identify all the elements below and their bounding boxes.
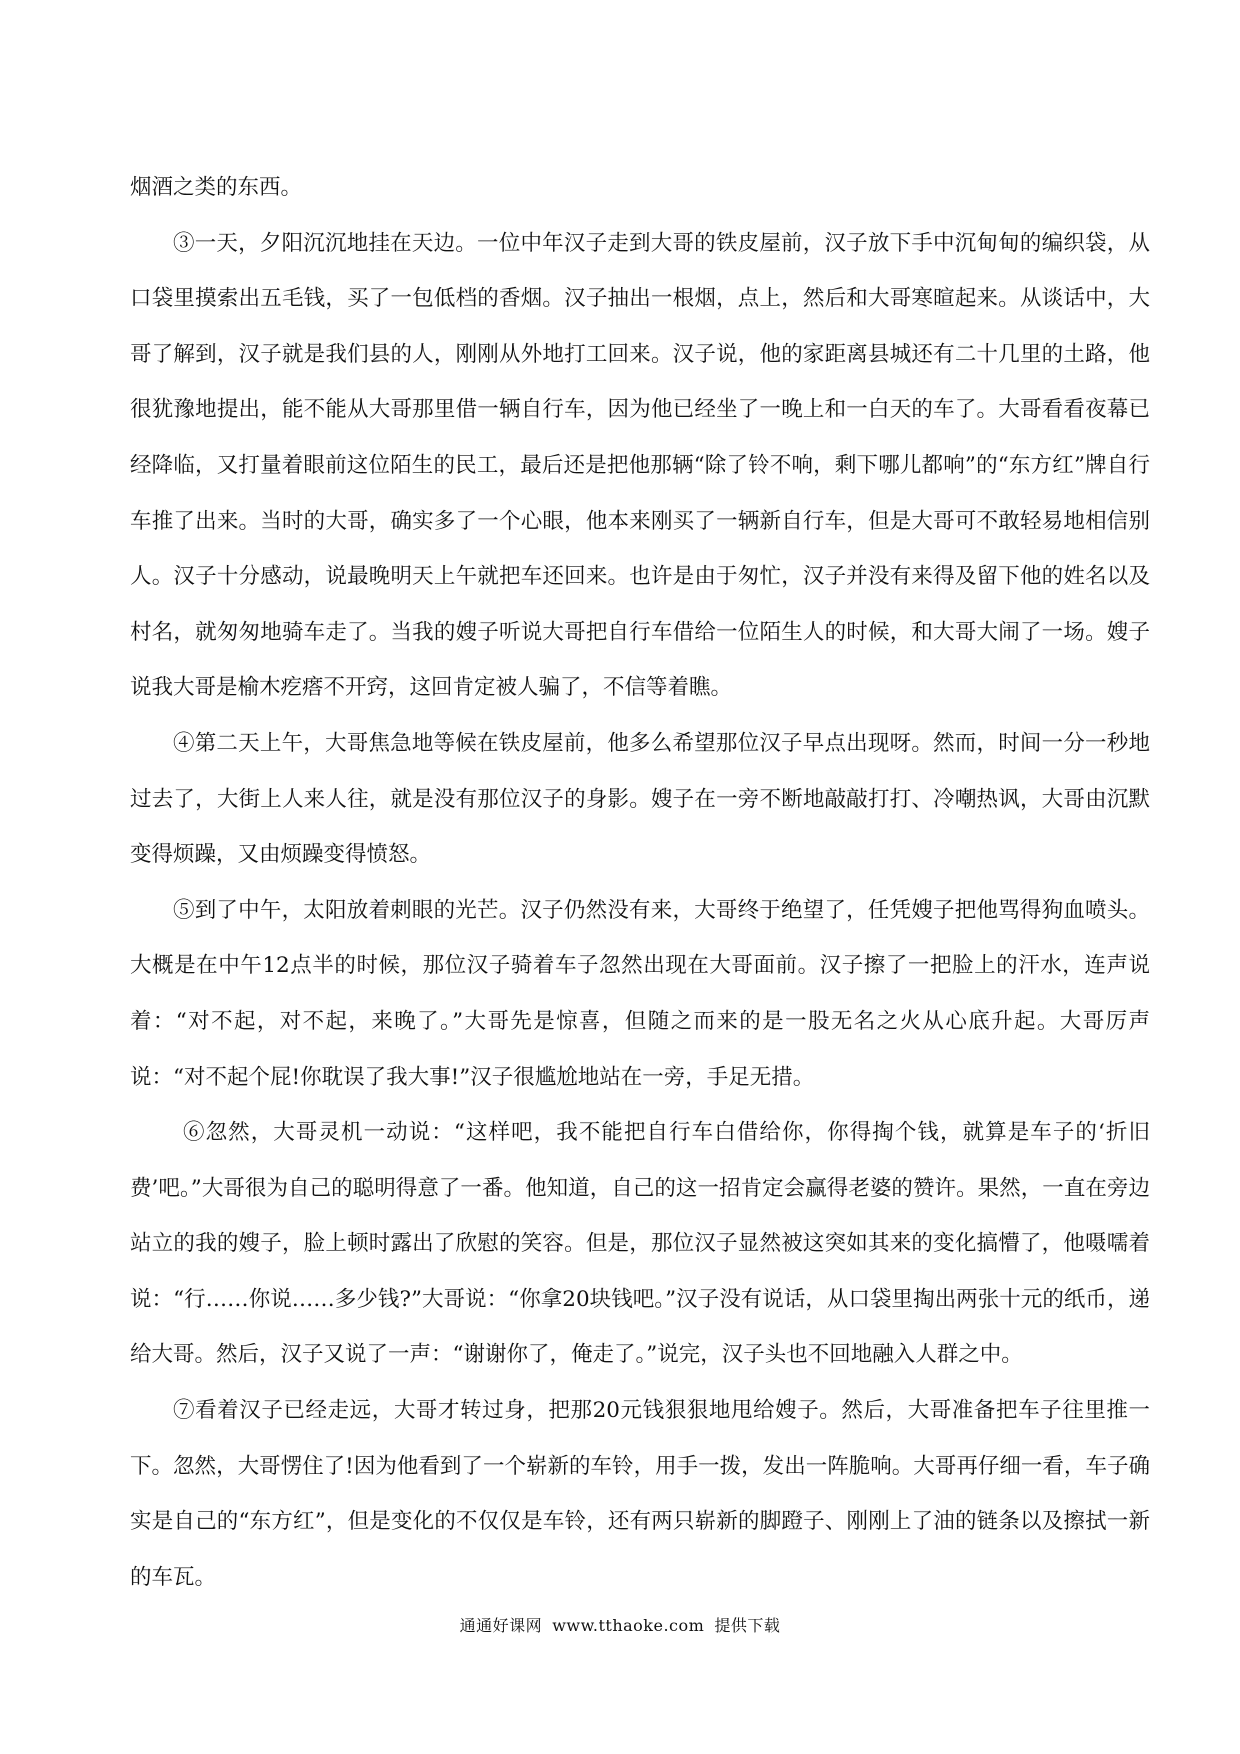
paragraph-7: ⑦看着汉子已经走远，大哥才转过身，把那20元钱狠狠地甩给嫂子。然后，大哥准备把车子往里推一下。忽然，大哥愣住了!因为他看到了一个崭新的车铃，用手一拨，发出一阵脆响。大哥再仔细一看，车子确实是自己的“东方红”，但是变化的不仅仅是车铃，还有两只崭新的脚蹬子、刚刚上了油的链条以及擦拭一新的车瓦。: [130, 1398, 1150, 1590]
article-body: [130, 160, 1150, 1605]
footer-site-name: 通通好课网: [459, 1616, 543, 1635]
footer-url: www.tthaoke.com: [552, 1616, 705, 1635]
footer-suffix: 提供下载: [714, 1616, 781, 1635]
paragraph-continuation: 烟酒之类的东西。: [130, 175, 303, 200]
paragraph-3: ③一天，夕阳沉沉地挂在天边。一位中年汉子走到大哥的铁皮屋前，汉子放下手中沉甸甸的编织袋，从口袋里摸索出五毛钱，买了一包低档的香烟。汉子抽出一根烟，点上，然后和大哥寒暄起来。从谈话中，大哥了解到，汉子就是我们县的人，刚刚从外地打工回来。汉子说，他的家距离县城还有二十几里的土路，他很犹豫地提出，能不能从大哥那里借一辆自行车，因为他已经坐了一晚上和一白天的车了。大哥看看夜幕已经降临，又打量着眼前这位陌生的民工，最后还是把他那辆“除了铃不响，剩下哪儿都响”的“东方红”牌自行车推了出来。当时的大哥，确实多了一个心眼，他本来刚买了一辆新自行车，但是大哥可不敢轻易地相信别人。汉子十分感动，说最晚明天上午就把车还回来。也许是由于匆忙，汉子并没有来得及留下他的姓名以及村名，就匆匆地骑车走了。当我的嫂子听说大哥把自行车借给一位陌生人的时候，和大哥大闹了一场。嫂子说我大哥是榆木疙瘩不开窍，这回肯定被人骗了，不信等着瞧。: [130, 230, 1150, 701]
paragraph-4: ④第二天上午，大哥焦急地等候在铁皮屋前，他多么希望那位汉子早点出现呀。然而，时间一分一秒地过去了，大街上人来人往，就是没有那位汉子的身影。嫂子在一旁不断地敲敲打打、冷嘲热讽，大哥由沉默变得烦躁，又由烦躁变得愤怒。: [130, 730, 1150, 868]
paragraph-6: ⑥忽然，大哥灵机一动说：“这样吧，我不能把自行车白借给你，你得掏个钱，就算是车子的‘折旧费’吧。”大哥很为自己的聪明得意了一番。他知道，自己的这一招肯定会赢得老婆的赞许。果然，一直在旁边站立的我的嫂子，脸上顿时露出了欣慰的笑容。但是，那位汉子显然被这突如其来的变化搞懵了，他嗫嚅着说：“行……你说……多少钱?”大哥说：“你拿20块钱吧。”汉子没有说话，从口袋里掏出两张十元的纸币，递给大哥。然后，汉子又说了一声：“谢谢你了，俺走了。”说完，汉子头也不回地融入人群之中。: [130, 1120, 1150, 1368]
page-footer: [0, 1614, 1240, 1638]
paragraph-5: ⑤到了中午，太阳放着刺眼的光芒。汉子仍然没有来，大哥终于绝望了，任凭嫂子把他骂得狗血喷头。大概是在中午12点半的时候，那位汉子骑着车子忽然出现在大哥面前。汉子擦了一把脸上的汗水，连声说着：“对不起，对不起，来晚了。”大哥先是惊喜，但随之而来的是一股无名之火从心底升起。大哥厉声说：“对不起个屁!你耽误了我大事!”汉子很尴尬地站在一旁，手足无措。: [130, 897, 1150, 1090]
